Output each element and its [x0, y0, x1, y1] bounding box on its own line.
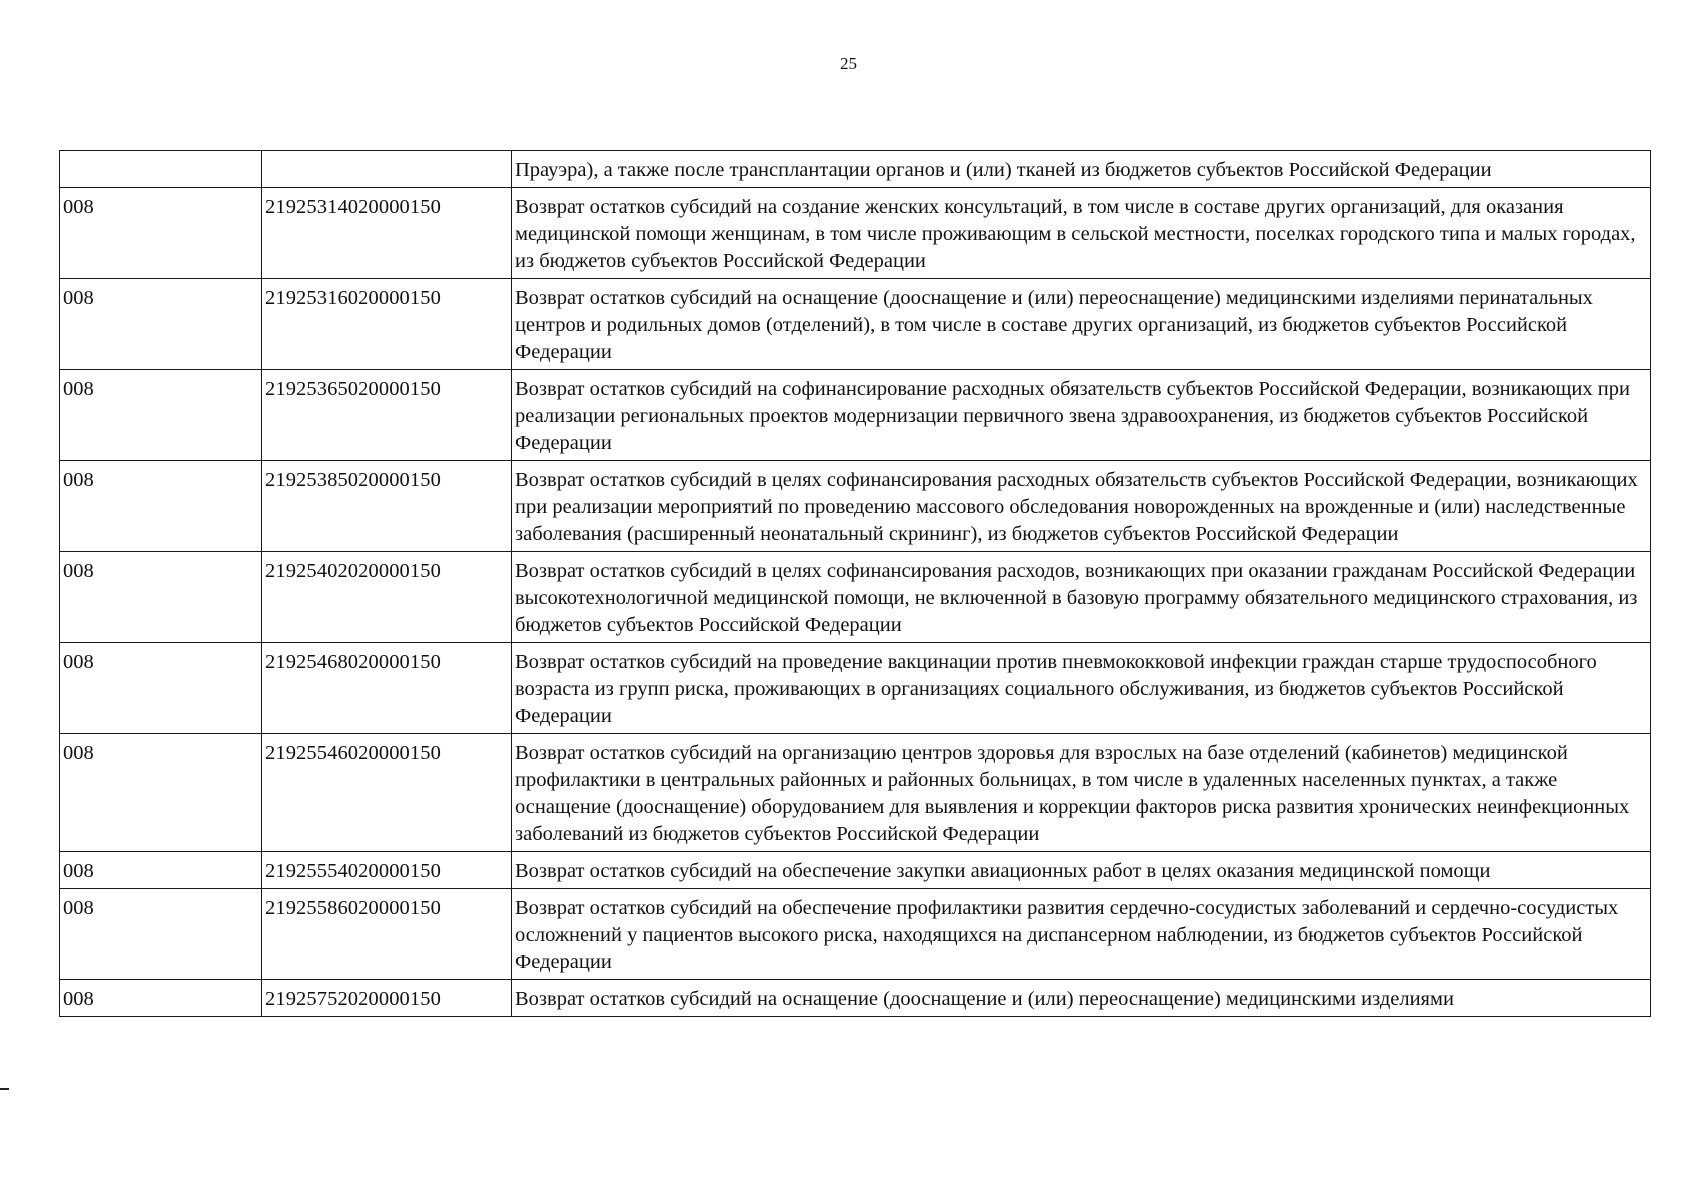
admin-code-cell: 008: [60, 279, 262, 370]
table-row: [60, 279, 1651, 370]
table-row: [60, 552, 1651, 643]
revenue-name-cell: Возврат остатков субсидий в целях софинансирования расходных обязательств субъектов Российской Федерации, возникающих при реализации мероприятий по проведению массового обследования новорожденных на врожденные и (или) наследственные заболевания (расширенный неонатальный скрининг), из бюджетов субъектов Российской Федерации: [512, 461, 1651, 552]
scan-margin-mark: [0, 1088, 9, 1090]
admin-code-cell: 008: [60, 734, 262, 852]
admin-code-cell: 008: [60, 461, 262, 552]
revenue-name-cell: Возврат остатков субсидий на оснащение (дооснащение и (или) переоснащение) медицинскими изделиями перинатальных центров и родильных домов (отделений), в том числе в составе других организаций, из бюджетов субъектов Российской Федерации: [512, 279, 1651, 370]
revenue-name-cell: Возврат остатков субсидий на обеспечение закупки авиационных работ в целях оказания медицинской помощи: [512, 852, 1651, 889]
revenue-name-cell: Возврат остатков субсидий на организацию центров здоровья для взрослых на базе отделений (кабинетов) медицинской профилактики в центральных районных и районных больницах, в том числе в удаленных населенных пунктах, а также оснащение (дооснащение) оборудованием для выявления и коррекции факторов риска развития хронических неинфекционных заболеваний из бюджетов субъектов Российской Федерации: [512, 734, 1651, 852]
admin-code-cell: 008: [60, 852, 262, 889]
budget-code-cell: 21925586020000150: [262, 889, 512, 980]
revenue-name-cell: Возврат остатков субсидий на софинансирование расходных обязательств субъектов Российской Федерации, возникающих при реализации региональных проектов модернизации первичного звена здравоохранения, из бюджетов субъектов Российской Федерации: [512, 370, 1651, 461]
table-row: [60, 889, 1651, 980]
admin-code-cell: 008: [60, 889, 262, 980]
table-row: [60, 188, 1651, 279]
table-row: [60, 151, 1651, 188]
budget-code-cell: 21925468020000150: [262, 643, 512, 734]
admin-code-cell: [60, 151, 262, 188]
budget-classification-table: [59, 150, 1651, 1017]
budget-code-cell: 21925385020000150: [262, 461, 512, 552]
revenue-name-cell: Прауэра), а также после трансплантации органов и (или) тканей из бюджетов субъектов Российской Федерации: [512, 151, 1651, 188]
table-row: [60, 461, 1651, 552]
admin-code-cell: 008: [60, 643, 262, 734]
admin-code-cell: 008: [60, 188, 262, 279]
budget-code-cell: 21925314020000150: [262, 188, 512, 279]
budget-code-cell: [262, 151, 512, 188]
revenue-name-cell: Возврат остатков субсидий на создание женских консультаций, в том числе в составе других организаций, для оказания медицинской помощи женщинам, в том числе проживающим в сельской местности, поселках городского типа и малых городах, из бюджетов субъектов Российской Федерации: [512, 188, 1651, 279]
admin-code-cell: 008: [60, 552, 262, 643]
revenue-name-cell: Возврат остатков субсидий в целях софинансирования расходов, возникающих при оказании гражданам Российской Федерации высокотехнологичной медицинской помощи, не включенной в базовую программу обязательного медицинского страхования, из бюджетов субъектов Российской Федерации: [512, 552, 1651, 643]
budget-code-cell: 21925316020000150: [262, 279, 512, 370]
revenue-name-cell: Возврат остатков субсидий на оснащение (дооснащение и (или) переоснащение) медицинскими изделиями: [512, 980, 1651, 1017]
budget-code-cell: 21925546020000150: [262, 734, 512, 852]
revenue-name-cell: Возврат остатков субсидий на обеспечение профилактики развития сердечно-сосудистых заболеваний и сердечно-сосудистых осложнений у пациентов высокого риска, находящихся на диспансерном наблюдении, из бюджетов субъектов Российской Федерации: [512, 889, 1651, 980]
table-row: [60, 643, 1651, 734]
table-row: [60, 734, 1651, 852]
table-row: [60, 852, 1651, 889]
revenue-name-cell: Возврат остатков субсидий на проведение вакцинации против пневмококковой инфекции граждан старше трудоспособного возраста из групп риска, проживающих в организациях социального обслуживания, из бюджетов субъектов Российской Федерации: [512, 643, 1651, 734]
budget-code-cell: 21925554020000150: [262, 852, 512, 889]
admin-code-cell: 008: [60, 980, 262, 1017]
page-number: 25: [840, 54, 857, 73]
budget-code-cell: 21925365020000150: [262, 370, 512, 461]
budget-code-cell: 21925402020000150: [262, 552, 512, 643]
admin-code-cell: 008: [60, 370, 262, 461]
table-row: [60, 980, 1651, 1017]
table-row: [60, 370, 1651, 461]
budget-code-cell: 21925752020000150: [262, 980, 512, 1017]
